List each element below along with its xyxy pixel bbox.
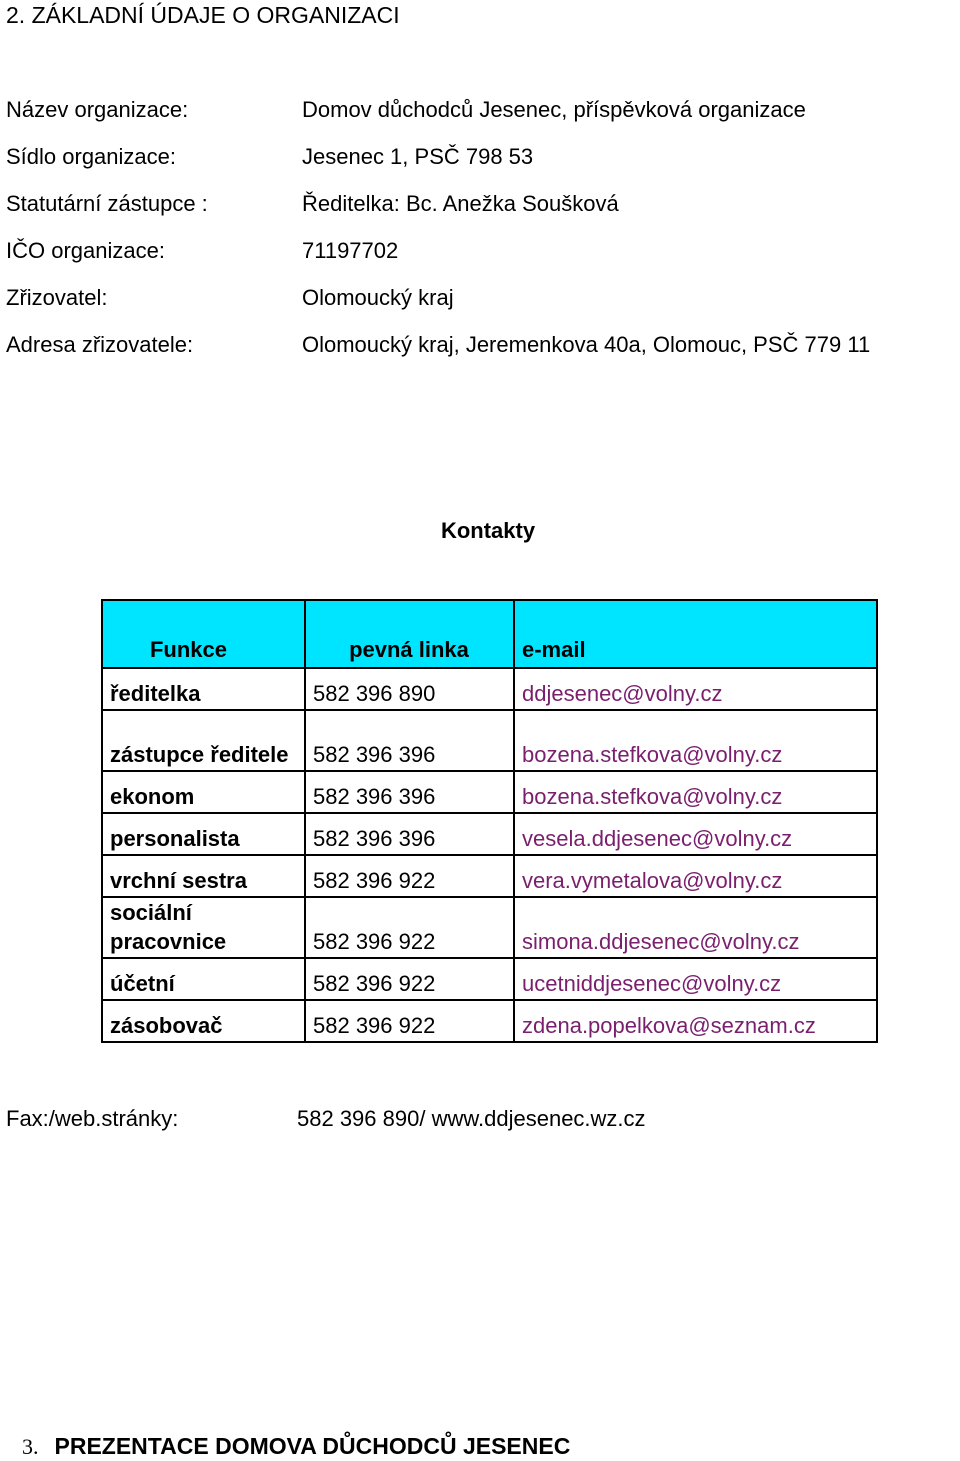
cell-phone: 582 396 922 [305,958,514,1000]
info-label-statutory: Statutární zástupce : [6,191,208,216]
info-value-seat: Jesenec 1, PSČ 798 53 [302,144,534,169]
cell-email[interactable]: simona.ddjesenec@volny.cz [514,897,877,958]
cell-email[interactable]: ucetniddjesenec@volny.cz [514,958,877,1000]
next-section-heading [22,1433,570,1460]
cell-email[interactable]: bozena.stefkova@volny.cz [514,771,877,813]
cell-email[interactable]: ddjesenec@volny.cz [514,668,877,710]
table-row [102,855,877,897]
contacts-heading: Kontakty [440,518,536,543]
cell-function: personalista [102,813,305,855]
section-title: 2. ZÁKLADNÍ ÚDAJE O ORGANIZACI [6,2,400,28]
table-row [102,710,877,771]
info-label-ico: IČO organizace: [6,238,165,263]
cell-phone: 582 396 922 [305,1000,514,1042]
next-section-number: 3. [22,1434,39,1459]
cell-email[interactable]: vera.vymetalova@volny.cz [514,855,877,897]
table-row [102,897,877,958]
cell-function: účetní [102,958,305,1000]
info-value-ico: 71197702 [302,238,399,263]
cell-email[interactable]: zdena.popelkova@seznam.cz [514,1000,877,1042]
info-label-seat: Sídlo organizace: [6,144,176,169]
header-function: Funkce [102,600,305,668]
cell-function: zástupce ředitele [102,710,305,771]
info-label-founder: Zřizovatel: [6,285,108,310]
table-row [102,1000,877,1042]
cell-function: zásobovač [102,1000,305,1042]
cell-phone: 582 396 922 [305,897,514,958]
info-value-name: Domov důchodců Jesenec, příspěvková organizace [302,97,806,122]
header-email: e-mail [514,600,877,668]
fax-web-label: Fax:/web.stránky: [6,1106,179,1131]
cell-phone: 582 396 890 [305,668,514,710]
cell-phone: 582 396 396 [305,771,514,813]
table-row [102,668,877,710]
contacts-table [101,599,878,1043]
cell-function: ředitelka [102,668,305,710]
fax-web-value: 582 396 890/ www.ddjesenec.wz.cz [297,1106,646,1131]
cell-function: sociální pracovnice [102,897,305,958]
info-label-name: Název organizace: [6,97,189,122]
contacts-header-row [102,600,877,668]
table-row [102,958,877,1000]
info-label-founder-address: Adresa zřizovatele: [6,332,194,357]
cell-function: vrchní sestra [102,855,305,897]
table-row [102,813,877,855]
info-value-statutory: Ředitelka: Bc. Anežka Soušková [302,191,619,216]
table-row [102,771,877,813]
cell-email[interactable]: bozena.stefkova@volny.cz [514,710,877,771]
info-value-founder-address: Olomoucký kraj, Jeremenkova 40a, Olomouc, PSČ 779 11 [302,332,871,357]
cell-phone: 582 396 396 [305,813,514,855]
next-section-title: PREZENTACE DOMOVA DŮCHODCŮ JESENEC [54,1433,571,1459]
header-phone: pevná linka [305,600,514,668]
cell-function: ekonom [102,771,305,813]
info-value-founder: Olomoucký kraj [302,285,454,310]
cell-phone: 582 396 396 [305,710,514,771]
cell-email[interactable]: vesela.ddjesenec@volny.cz [514,813,877,855]
cell-phone: 582 396 922 [305,855,514,897]
